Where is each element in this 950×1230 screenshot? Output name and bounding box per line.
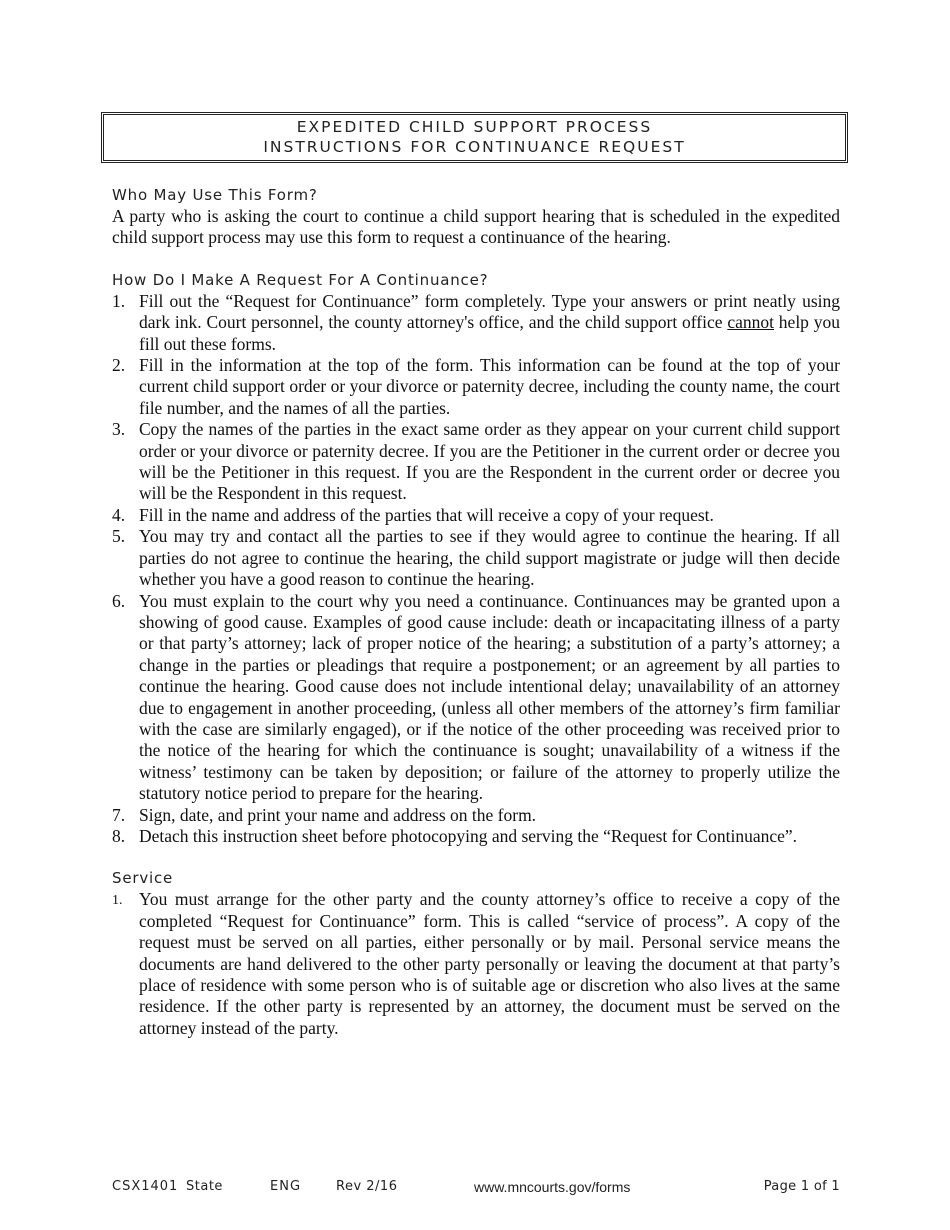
- how-step-5: [112, 526, 840, 590]
- title-line-2: INSTRUCTIONS FOR CONTINUANCE REQUEST: [263, 138, 686, 156]
- step-text-underlined: cannot: [727, 312, 774, 333]
- footer-page-number: Page 1 of 1: [763, 1179, 840, 1194]
- how-heading: How Do I Make A Request For A Continuance?: [112, 270, 489, 289]
- section-how: [112, 270, 840, 848]
- footer-url: www.mncourts.gov/forms: [474, 1179, 631, 1195]
- step-text: Sign, date, and print your name and address on the form.: [139, 804, 537, 825]
- how-step-7: [112, 805, 840, 826]
- footer-form-code: CSX1401: [112, 1179, 179, 1194]
- how-step-4: [112, 505, 840, 526]
- step-number: 5.: [112, 526, 126, 547]
- service-step-1: [112, 889, 840, 1039]
- how-step-8: [112, 826, 840, 847]
- step-text: Fill in the name and address of the parties that will receive a copy of your request.: [139, 504, 714, 525]
- step-number: 1.: [112, 290, 126, 311]
- how-steps-list: [112, 291, 840, 848]
- step-number: 2.: [112, 355, 126, 376]
- footer-language: ENG: [270, 1179, 302, 1194]
- step-number: 8.: [112, 825, 126, 846]
- step-number: 7.: [112, 804, 126, 825]
- section-who: [112, 185, 840, 249]
- document-page: [112, 112, 840, 1039]
- step-text-after: help you fill out these forms.: [139, 312, 840, 354]
- page-footer: [112, 1179, 840, 1199]
- title-line-1: EXPEDITED CHILD SUPPORT PROCESS: [296, 118, 653, 136]
- how-step-6: [112, 591, 840, 805]
- step-text: Fill in the information at the top of the form. This information can be found at the top of your current child support order or your divorce or paternity decree, including the county name, the court file number, and the names of all the parties.: [139, 355, 840, 418]
- step-number: 1.: [112, 893, 123, 909]
- how-step-1: [112, 291, 840, 355]
- step-text: Detach this instruction sheet before photocopying and serving the “Request for Continuance”.: [139, 825, 798, 846]
- service-heading: Service: [112, 869, 174, 888]
- footer-state: State: [186, 1179, 223, 1194]
- how-step-3: [112, 419, 840, 505]
- step-text: Copy the names of the parties in the exact same order as they appear on your current child support order or your divorce or paternity decree. If you are the Petitioner in the current order or decree you will be the Petitioner in this request. If you are the Respondent in the current order or decree you will be the Respondent in this request.: [139, 419, 840, 504]
- step-number: 3.: [112, 419, 126, 440]
- service-steps-list: [112, 889, 840, 1039]
- who-heading: Who May Use This Form?: [112, 186, 318, 204]
- footer-revision: Rev 2/16: [336, 1179, 398, 1194]
- step-text: You must explain to the court why you need a continuance. Continuances may be granted upon a showing of good cause. Examples of good cause include: death or incapacitating illness of a party or that party’s attorney; lack of proper notice of the hearing; a substitution of a party’s attorney; a change in the parties or pleadings that require a postponement; or an agreement by all parties to continue the hearing. Good cause does not include intentional delay; unavailability of an attorney due to engagement in another proceeding, (unless all other members of the attorney’s firm familiar with the case are similarly engaged), or if the notice of the other proceeding was received prior to the notice of the hearing for which the continuance is sought; unavailability of a witness if the witness’ testimony can be taken by deposition; or failure of the attorney to properly utilize the statutory notice period to prepare for the hearing.: [139, 590, 840, 804]
- who-text: A party who is asking the court to continue a child support hearing that is scheduled in the expedited child support process may use this form to request a continuance of the hearing.: [112, 206, 840, 248]
- step-number: 4.: [112, 504, 126, 525]
- section-service: [112, 868, 840, 1039]
- title-box: [101, 112, 848, 163]
- how-step-2: [112, 355, 840, 419]
- step-text: You must arrange for the other party and the county attorney’s office to receive a copy of the completed “Request for Continuance” form. This is called “service of process”. A copy of the request must be served on all parties, either personally or by mail. Personal service means the documents are hand delivered to the other party personally or leaving the document at that party’s place of residence with some person who is of suitable age or discretion who also lives at the same residence. If the other party is represented by an attorney, the document must be served on the attorney instead of the party.: [139, 889, 840, 1038]
- step-text: You may try and contact all the parties to see if they would agree to continue the hearing. If all parties do not agree to continue the hearing, the child support magistrate or judge will then decide whether you have a good reason to continue the hearing.: [139, 526, 840, 590]
- step-text-before: Fill out the “Request for Continuance” form completely. Type your answers or print neatly using dark ink. Court personnel, the county attorney's office, and the child support office: [139, 290, 840, 333]
- step-number: 6.: [112, 590, 126, 611]
